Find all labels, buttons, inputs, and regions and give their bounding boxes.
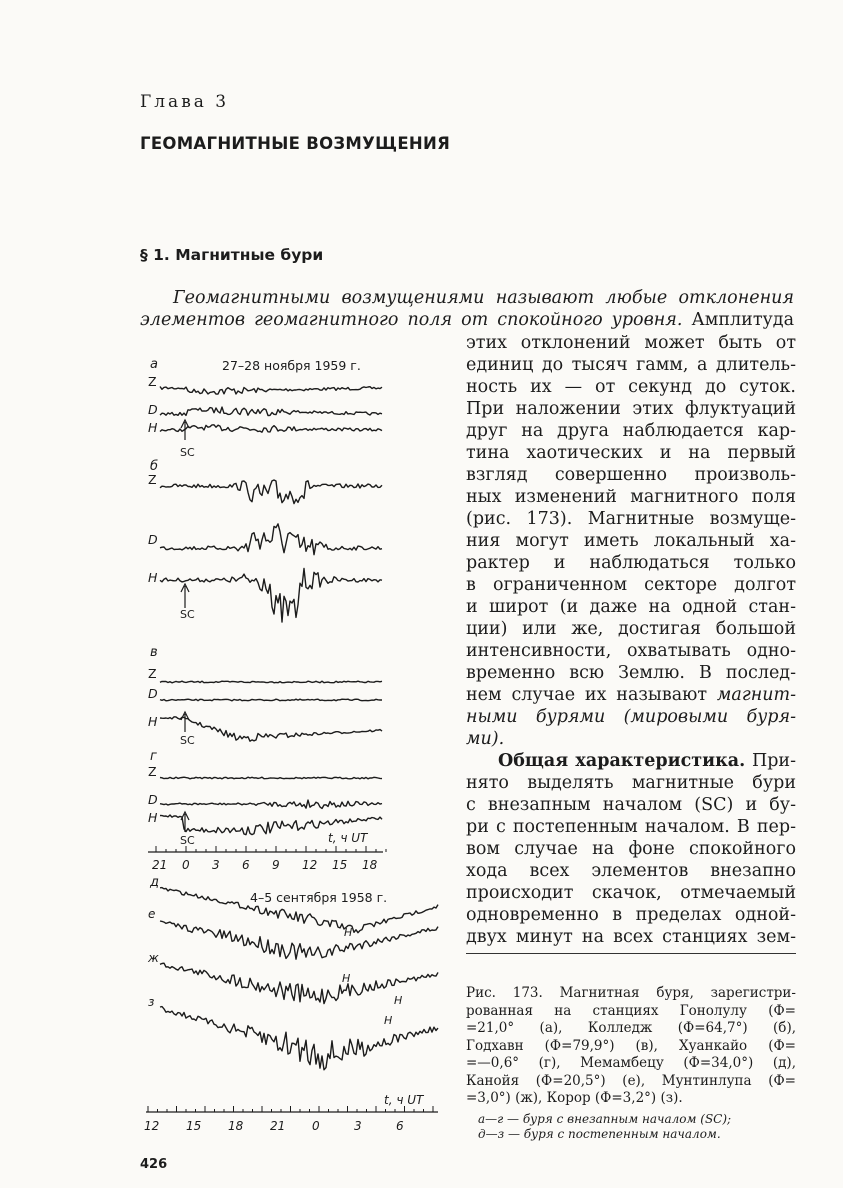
trace-a-D: [160, 407, 382, 415]
h-label-e: H: [342, 972, 351, 985]
sc-arrow-v: [181, 712, 189, 732]
body-line: [466, 684, 796, 706]
axis-unit-1: t, ч UT: [328, 831, 368, 845]
caption-line: рованная на станциях Гонолулу (Ф=: [466, 1002, 796, 1019]
body-line: При наложении этих флуктуаций: [466, 399, 796, 419]
trace-label-b-H: H: [148, 570, 158, 585]
caption-line: Годхавн (Ф=79,9°) (в), Хуанкайо (Ф=: [466, 1037, 796, 1054]
axis-unit-2: t, ч UT: [384, 1093, 424, 1107]
trace-b-D: [160, 524, 382, 555]
trace-z: [160, 1007, 438, 1070]
body-line-italic: ными бурями (мировыми буря-: [466, 707, 796, 727]
axis1-tick-label: 21: [152, 858, 168, 872]
chapter-label: Глава 3: [140, 92, 230, 112]
trace-a-H: [160, 425, 382, 432]
body-line-rest: При-: [745, 751, 796, 771]
body-line-italic: магнит-: [716, 685, 796, 705]
trace-label-g-H: H: [148, 810, 158, 825]
axis1-tick-label: 9: [272, 858, 280, 872]
axis1-tick-label: 3: [212, 858, 220, 872]
trace-b-Z: [160, 480, 382, 504]
h-label-zh: H: [394, 994, 403, 1007]
body-line: одновременно в пределах одной-: [466, 905, 796, 925]
body-line: ции) или же, достигая большой: [466, 619, 796, 639]
trace-label-a-Z: Z: [148, 374, 157, 389]
body-line: ность их — от секунд до суток.: [466, 377, 796, 397]
panel-label-z: з: [148, 995, 155, 1009]
h-label-z: H: [384, 1014, 393, 1027]
body-line: ния могут иметь локальный ха-: [466, 531, 796, 551]
axis2-tick-label: 15: [186, 1119, 202, 1133]
panel-label-a: а: [150, 357, 158, 372]
body-line: временно всю Землю. В послед-: [466, 663, 796, 683]
note-line: д—з — буря с постепенным началом.: [478, 1127, 721, 1141]
panel-label-d: д: [150, 875, 159, 890]
trace-label-b-Z: Z: [148, 472, 157, 487]
trace-label-a-D: D: [148, 402, 158, 417]
sc-label-a: SC: [180, 446, 195, 459]
panel-label-v: в: [150, 645, 158, 660]
body-line: рактер и наблюдаться только: [466, 553, 796, 573]
trace-v-D: [160, 699, 382, 701]
axis1-tick-label: 12: [302, 858, 318, 872]
axis2-tick-label: 12: [144, 1119, 160, 1133]
trace-label-a-H: H: [148, 420, 158, 435]
body-line: [466, 750, 796, 772]
body-line: двух минут на всех станциях зем-: [466, 927, 796, 947]
trace-label-b-D: D: [148, 532, 158, 547]
panel-label-e: е: [148, 907, 156, 921]
trace-g-Z: [160, 777, 382, 779]
trace-e: [160, 921, 438, 959]
panel-label-g: г: [150, 749, 157, 764]
caption-divider: [466, 953, 796, 954]
body-line: (рис. 173). Магнитные возмуще-: [466, 509, 796, 529]
trace-g-D: [160, 800, 382, 808]
magnetogram-figure: [138, 352, 448, 1142]
body-line: ри с постепенным началом. В пер-: [466, 817, 796, 837]
body-line: ных изменений магнитного поля: [466, 487, 796, 507]
trace-label-v-H: H: [148, 714, 158, 729]
section-title: § 1. Магнитные бури: [140, 246, 324, 264]
body-line: с внезапным началом (SC) и бу-: [466, 795, 796, 815]
trace-v-Z: [160, 681, 382, 683]
body-line: этих отклонений может быть от: [466, 333, 796, 353]
body-text: [466, 332, 796, 948]
body-line: и широт (и даже на одной стан-: [466, 597, 796, 617]
axis2-tick-label: 0: [312, 1119, 320, 1133]
caption-line: Рис. 173. Магнитная буря, зарегистри-: [466, 985, 796, 1001]
trace-label-g-Z: Z: [148, 764, 157, 779]
figure-caption: [466, 985, 796, 1108]
caption-note: [478, 1112, 794, 1142]
body-line: тина хаотических и на первый: [466, 443, 796, 463]
body-line: в ограниченном секторе долгот: [466, 575, 796, 595]
intro-term: Геомагнитными возмущениями называют любые отклонения: [173, 288, 794, 308]
body-line: происходит скачок, отмечаемый: [466, 883, 796, 903]
axis1-tick-label: 0: [182, 858, 190, 872]
sc-arrow-b: [181, 584, 189, 608]
date-label-bottom: 4–5 сентября 1958 г.: [250, 890, 388, 905]
body-line-plain: нем случае их называют: [466, 685, 717, 705]
page-number: 426: [140, 1157, 168, 1172]
axis2-tick-label: 3: [354, 1119, 362, 1133]
axis1-tick-label: 18: [362, 858, 378, 872]
body-line: хода всех элементов внезапно: [466, 861, 796, 881]
intro-paragraph: [140, 287, 794, 331]
panel-label-b: б: [150, 459, 159, 474]
date-label-top: 27–28 ноября 1959 г.: [222, 358, 361, 373]
sc-label-g: SC: [180, 834, 195, 847]
body-line: вом случае на фоне спокойного: [466, 839, 796, 859]
caption-line: Канойя (Ф=20,5°) (е), Мунтинлупа (Ф=: [466, 1072, 796, 1089]
axis1-tick-label: 6: [242, 858, 250, 872]
sc-arrow-a: [181, 420, 189, 440]
axis2-tick-label: 18: [228, 1119, 244, 1133]
body-line: интенсивности, охватывать одно-: [466, 641, 796, 661]
h-label-d: H: [344, 926, 353, 939]
axis2-tick-label: 21: [270, 1119, 286, 1133]
intro-definition: элементов геомагнитного поля от спокойного уровня.: [140, 310, 683, 330]
trace-label-v-Z: Z: [148, 666, 157, 681]
chapter-title: ГЕОМАГНИТНЫЕ ВОЗМУЩЕНИЯ: [140, 134, 451, 153]
trace-label-g-D: D: [148, 792, 158, 807]
axis1-tick-label: 15: [332, 858, 348, 872]
caption-line: =—0,6° (г), Мемамбецу (Ф=34,0°) (д),: [466, 1055, 796, 1071]
caption-line: =21,0° (а), Колледж (Ф=64,7°) (б),: [466, 1020, 796, 1036]
intro-rest: Амплитуда: [682, 310, 795, 330]
body-line: взгляд совершенно произволь-: [466, 465, 796, 485]
axis2-tick-label: 6: [396, 1119, 404, 1133]
trace-a-Z: [160, 387, 382, 395]
note-line: а—г — буря с внезапным началом (SC);: [478, 1112, 732, 1126]
body-line: друг на друга наблюдается кар-: [466, 421, 796, 441]
caption-line: =3,0°) (ж), Корор (Ф=3,2°) (з).: [466, 1090, 683, 1106]
sc-label-b: SC: [180, 608, 195, 621]
sc-label-v: SC: [180, 734, 195, 747]
trace-label-v-D: D: [148, 686, 158, 701]
panel-label-zh: ж: [148, 951, 159, 965]
body-line: нято выделять магнитные бури: [466, 773, 796, 793]
body-line-italic: ми).: [466, 729, 505, 749]
body-line: единиц до тысяч гамм, а длитель-: [466, 355, 796, 375]
subheading: Общая характеристика.: [498, 751, 746, 771]
